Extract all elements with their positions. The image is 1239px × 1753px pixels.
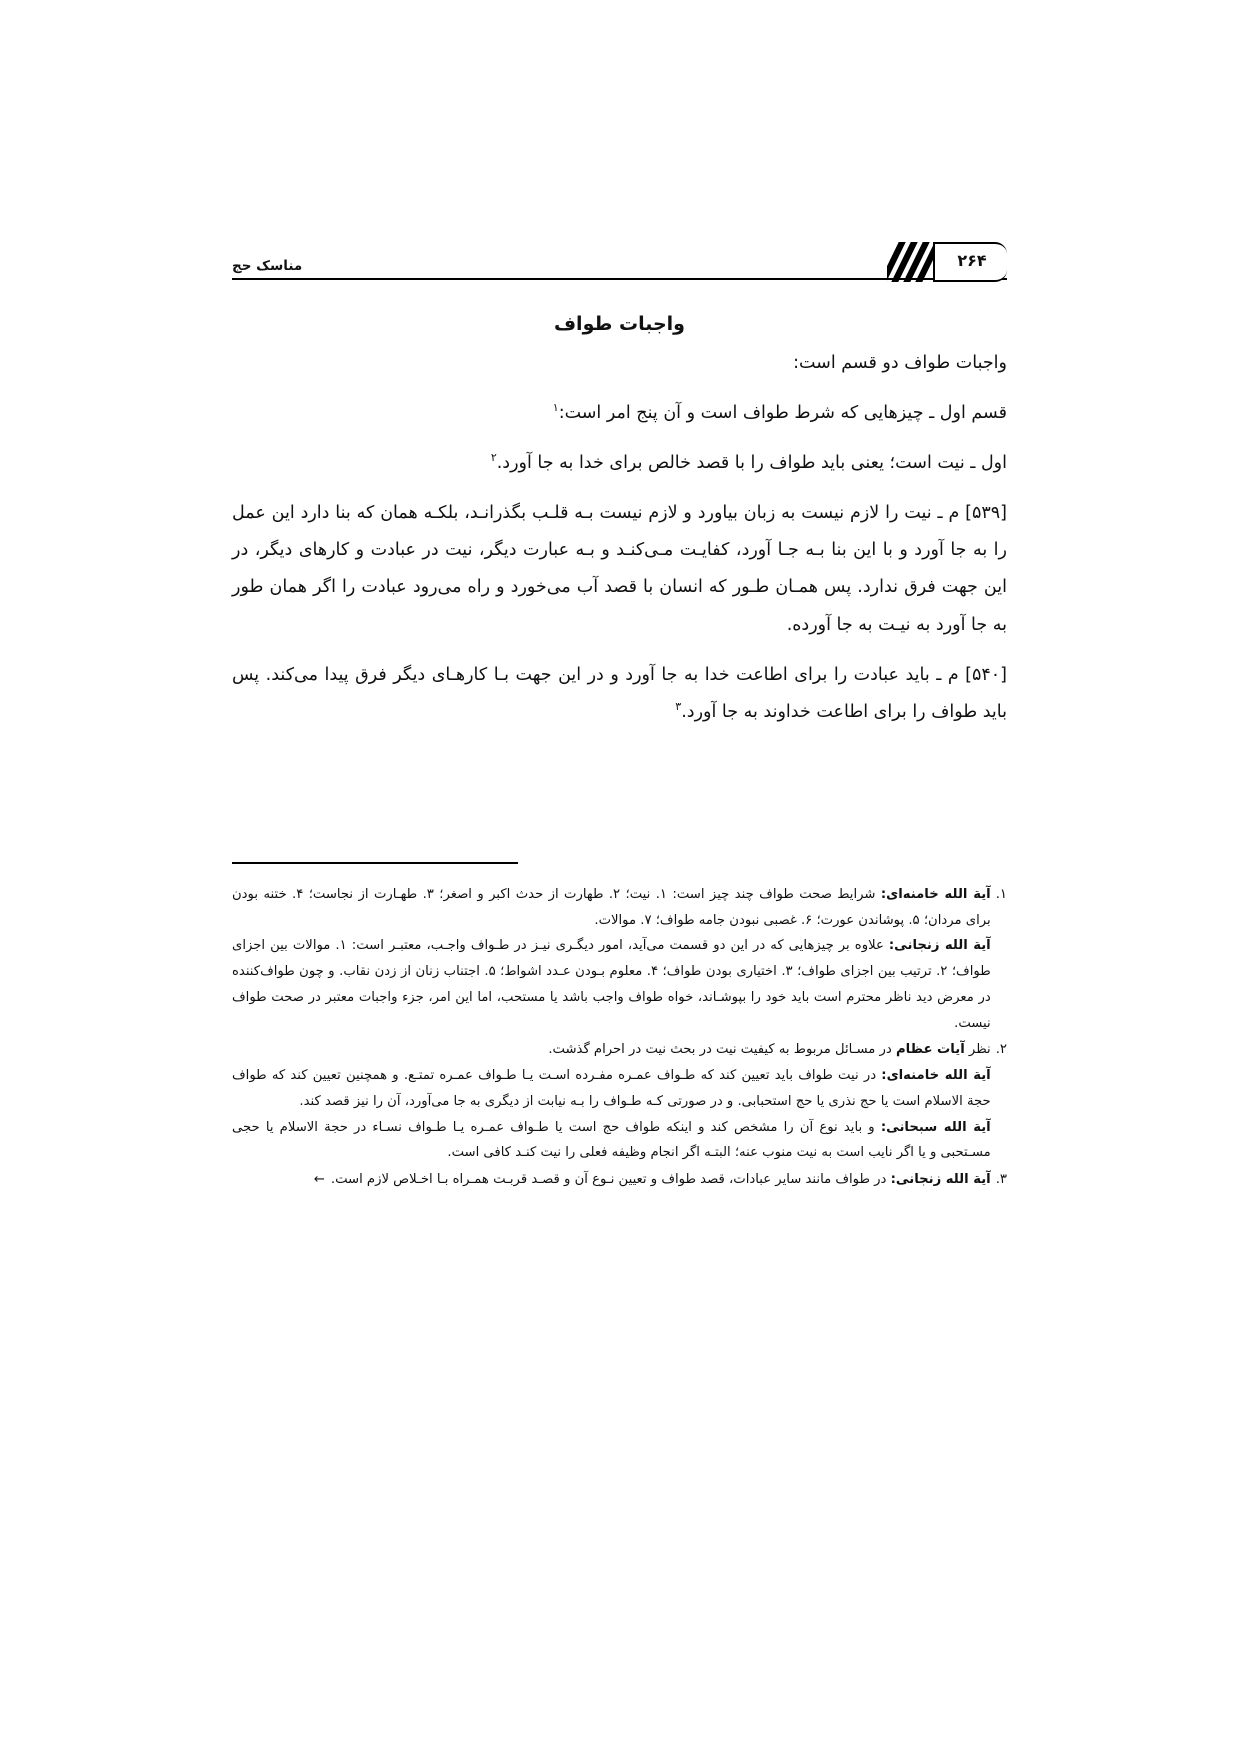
authority-name: آیة الله زنجانی: [890,1172,991,1188]
book-title: مناسک حج [232,258,303,274]
footnote-subblock [232,1063,991,1114]
footnote-text: شرایط صحت طواف چند چیز است: ۱. نیت؛ ۲. طهارت از حدث اکبر و اصغر؛ ۳. طهـارت از نجاست؛ ۴. ختنه بودن برای مردان؛ ۵. پوشاندن عورت؛ ۶. غصبی نبودن جامه طواف؛ ۷. موالات. [232,887,991,928]
footnote-item [232,882,1007,1036]
authority-name: آیة الله سبحانی: [880,1119,991,1135]
footnote-text: در مسـائل مربوط به کیفیت نیت در بحث نیت در احرام گذشت. [548,1042,896,1058]
paragraph-masaleh-540 [232,657,1007,731]
footnote-subblock [232,1115,991,1166]
authority-name: آیات عظام [895,1042,965,1058]
footnote-list [232,882,1007,1194]
footnote-number: ۲. [995,1042,1007,1058]
footnote-body [232,882,991,1036]
footnote-prefix: نظر [964,1042,991,1058]
body-content [232,345,1007,733]
header-divider [232,278,1007,280]
footnote-text: و باید نوع آن را مشخص کند و اینکه طواف حج است یا طـواف عمـره یـا طـواف نسـاء در حجة الاسلام یا حجی مسـتحبی و یا اگر نایب است به نیت منوب عنه؛ البتـه اگر انجام وظیفه فعلی را نیت کنـد کافی است. [232,1119,991,1161]
folio-group [887,242,1007,282]
paragraph-text: واجبات طواف دو قسم است: [793,353,1007,373]
footnote-number: ۱. [995,887,1007,902]
page-number-box [933,242,1007,282]
footnote-body [232,1037,991,1166]
paragraph-text: اول ـ نیت است؛ یعنی باید طواف را با قصد خالص برای خدا به جا آورد. [496,453,1007,474]
footnote-item [232,1037,1007,1166]
slash-ornament-icon [887,242,933,282]
page-header [232,238,1007,280]
footnote-text: علاوه بر چیزهایی که در این دو قسمت می‌آید، امور دیگـری نیـز در طـواف واجـب، معتبـر است: ۱. موالات بین اجزای طواف؛ ۲. ترتیب بین اجزای طواف؛ ۳. اختیاری بودن طواف؛ ۴. معلوم بـودن عـدد اشواط؛ ۵. اجتناب زنان از زدن نقاب. و چون طواف‌کننده در معرض دید ناظر محترم است باید خود را بپوشـاند، خواه طواف واجب باشد یا مستحب، اما این امر، جزء واجبات معتبر در صحت طواف نیست. [232,938,991,1031]
paragraph-qesm-avval [232,395,1007,432]
section-title: واجبات طواف [553,312,685,335]
paragraph-text: قسم اول ـ چیزهایی که شرط طواف است و آن پنج امر است: [558,403,1007,424]
paragraph-intro [232,345,1007,382]
authority-name: آیة الله خامنه‌ای: [880,887,991,902]
authority-name: آیة الله خامنه‌ای: [881,1068,991,1084]
continuation-arrow-icon: ← [313,1172,325,1188]
footnote-number: ۳. [995,1172,1007,1188]
footnote-marker-1[interactable]: ۱ [552,401,559,415]
footnote-text: در طواف مانند سایر عبادات، قصد طواف و تعیین نـوع آن و قصـد قربـت همـراه بـا اخـلاص لازم است. [330,1172,891,1188]
footnote-item [232,1167,1007,1193]
footnote-body [232,1167,991,1193]
paragraph-text: [۵۳۹] م ـ نیت را لازم نیست به زبان بیاورد و لازم نیست بـه قلـب بگذرانـد، بلکـه همان که بنا دارد این عمل را به جا آورد و با این بنا بـه جـا آورد، کفایـت مـی‌کنـد و بـه عبارت دیگر، نیت در عبادت و کارهای دیگر، در این جهت فرق ندارد. پس همـان طـور که انسان با قصد آب می‌خورد و راه می‌رود عبادت را اگر همان طور به جا آورد به نیـت به جا آورده. [232,503,1007,635]
page-number: ۲۶۴ [957,251,987,270]
footnote-text: در نیت طواف باید تعیین کند که طـواف عمـره مفـرده اسـت یـا طـواف عمـره تمتـع. و همچنین تعیین کند که طواف حجة الاسلام است یا حج نذری یا حج استحبابی. و در صورتی کـه طـواف را بـه نیابت از دیگری به جا می‌آورد، آن را نیز قصد کند. [232,1068,991,1109]
footnote-divider [232,862,518,864]
paragraph-masaleh-539 [232,495,1007,643]
footnote-subblock [232,933,991,1036]
footnote-marker-3[interactable]: ۳ [675,699,682,713]
paragraph-avval-niyyat [232,445,1007,482]
footnote-marker-2[interactable]: ۲ [490,451,497,465]
paragraph-text: [۵۴۰] م ـ باید عبادت را برای اطاعت خدا به جا آورد و در این جهت بـا کارهـای دیگر فرق پیدا می‌کند. پس باید طواف را برای اطاعت خداوند به جا آورد. [232,664,1007,722]
authority-name: آیة الله زنجانی: [888,938,991,954]
